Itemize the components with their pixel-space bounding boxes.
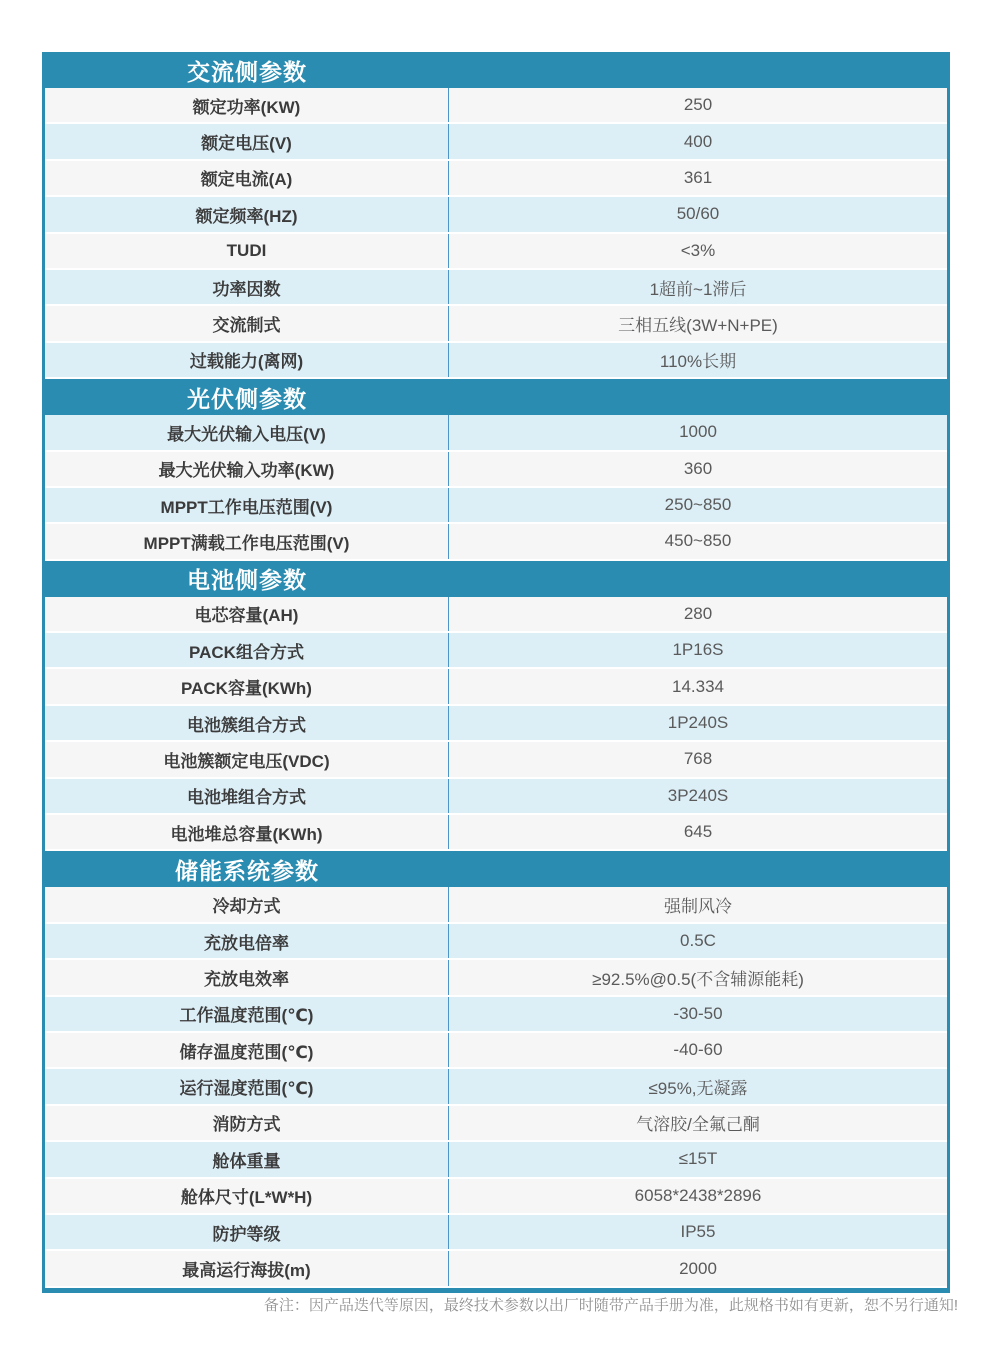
section-header: [45, 851, 947, 887]
table-row: [45, 924, 947, 960]
row-label: 最高运行海拔(m): [45, 1251, 449, 1285]
row-label: MPPT满载工作电压范围(V): [45, 524, 449, 558]
row-value: 250: [683, 95, 713, 115]
row-label: 充放电倍率: [45, 924, 449, 958]
row-label: 电池簇额定电压(VDC): [45, 742, 449, 776]
row-value: 110%长期: [659, 352, 737, 372]
table-row: [45, 1069, 947, 1105]
section-title: 光伏侧参数: [187, 385, 307, 412]
row-value: 强制风冷: [664, 897, 732, 917]
table-row: [45, 270, 947, 306]
table-row: [45, 633, 947, 669]
row-value: 450~850: [664, 531, 732, 551]
row-value: 645: [683, 822, 713, 842]
table-row: [45, 1033, 947, 1069]
table-row: [45, 197, 947, 233]
table-row: [45, 887, 947, 923]
table-row: [45, 161, 947, 197]
section-title: 交流侧参数: [187, 58, 307, 85]
row-label: 交流制式: [45, 306, 449, 340]
table-row: [45, 742, 947, 778]
row-value: 280: [683, 603, 713, 623]
row-label: 舱体重量: [45, 1142, 449, 1176]
row-value: ≥92.5%@0.5(不含辅源能耗): [592, 969, 804, 989]
spec-table: [42, 52, 950, 1293]
row-label: 电池堆总容量(KWh): [45, 815, 449, 849]
row-value: 1P16S: [672, 640, 724, 660]
row-label: 舱体尺寸(L*W*H): [45, 1179, 449, 1213]
row-value: 6058*2438*2896: [634, 1185, 762, 1205]
row-label: 最大光伏输入功率(KW): [45, 452, 449, 486]
table-row: [45, 124, 947, 160]
section-title: 电池侧参数: [187, 567, 307, 594]
section-header: [45, 52, 947, 88]
table-row: [45, 997, 947, 1033]
table-row: [45, 343, 947, 379]
table-row: [45, 815, 947, 851]
row-value: 三相五线(3W+N+PE): [618, 316, 778, 336]
table-row: [45, 415, 947, 451]
row-label: PACK组合方式: [45, 633, 449, 667]
row-value: 50/60: [676, 204, 720, 224]
row-value: IP55: [680, 1222, 716, 1242]
row-label: 过载能力(离网): [45, 343, 449, 377]
table-row: [45, 1179, 947, 1215]
row-label: 电池簇组合方式: [45, 706, 449, 740]
table-row: [45, 1106, 947, 1142]
row-label: 运行湿度范围(℃): [45, 1069, 449, 1103]
row-label: MPPT工作电压范围(V): [45, 488, 449, 522]
row-label: 最大光伏输入电压(V): [45, 415, 449, 449]
row-value: 400: [683, 131, 713, 151]
row-label: 额定电流(A): [45, 161, 449, 195]
table-row: [45, 524, 947, 560]
section-header: [45, 379, 947, 415]
table-row: [45, 1215, 947, 1251]
table-row: [45, 452, 947, 488]
row-value: <3%: [680, 240, 716, 260]
table-row: [45, 960, 947, 996]
row-value: 1P240S: [667, 713, 729, 733]
table-row: [45, 597, 947, 633]
row-value: 3P240S: [667, 785, 729, 805]
section-header: [45, 561, 947, 597]
row-label: TUDI: [45, 234, 449, 268]
row-value: 361: [683, 167, 713, 187]
table-row: [45, 306, 947, 342]
row-value: 250~850: [664, 495, 732, 515]
table-row: [45, 88, 947, 124]
table-row: [45, 669, 947, 705]
row-value: -30-50: [673, 1003, 723, 1023]
row-label: 额定频率(HZ): [45, 197, 449, 231]
row-label: 额定功率(KW): [45, 88, 449, 122]
row-value: 0.5C: [680, 931, 716, 950]
table-row: [45, 488, 947, 524]
row-value: 14.334: [672, 676, 724, 696]
table-row: [45, 1142, 947, 1178]
row-label: 消防方式: [45, 1106, 449, 1140]
footer-note: 备注：因产品迭代等原因，最终技术参数以出厂时随带产品手册为准，此规格书如有更新，恕不另行通知!: [263, 1297, 958, 1314]
row-value: 1超前~1滞后: [649, 279, 747, 299]
row-label: 电芯容量(AH): [45, 597, 449, 631]
row-label: 功率因数: [45, 270, 449, 304]
table-row: [45, 1251, 947, 1287]
row-label: 防护等级: [45, 1215, 449, 1249]
row-value: 2000: [679, 1258, 717, 1278]
row-value: 1000: [679, 422, 717, 442]
row-label: 储存温度范围(℃): [45, 1033, 449, 1067]
row-label: 工作温度范围(℃): [45, 997, 449, 1031]
row-label: 额定电压(V): [45, 124, 449, 158]
row-value: 360: [683, 458, 713, 478]
row-value: ≤15T: [678, 1149, 718, 1169]
row-label: 电池堆组合方式: [45, 779, 449, 813]
row-value: ≤95%,无凝露: [648, 1079, 748, 1099]
table-row: [45, 706, 947, 742]
row-label: 充放电效率: [45, 960, 449, 994]
row-label: 冷却方式: [45, 887, 449, 921]
table-row: [45, 779, 947, 815]
table-row: [45, 234, 947, 270]
section-title: 储能系统参数: [175, 857, 319, 884]
row-value: -40-60: [673, 1040, 723, 1060]
row-label: PACK容量(KWh): [45, 669, 449, 703]
row-value: 气溶胶/全氟己酮: [636, 1115, 760, 1135]
row-value: 768: [683, 749, 713, 769]
